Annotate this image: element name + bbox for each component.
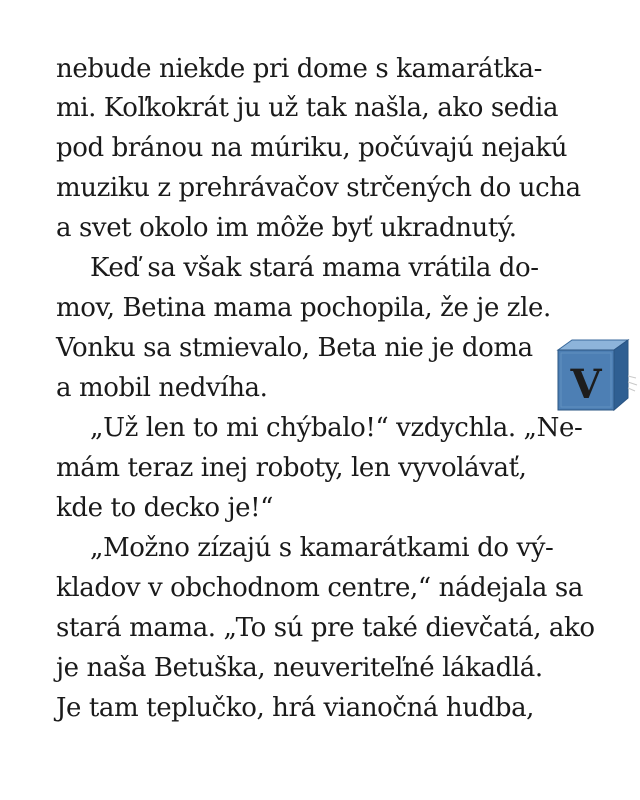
- text-line: a svet okolo im môže byť ukradnutý.: [56, 213, 517, 243]
- text-line: je naša Betuška, neuveriteľné lákadlá.: [56, 653, 543, 683]
- text-line: stará mama. „To sú pre také dievčatá, ako: [56, 613, 595, 643]
- text-line: mov, Betina mama pochopila, že je zle.: [56, 293, 551, 323]
- text-line: Je tam teplučko, hrá vianočná hudba,: [56, 693, 535, 723]
- block-letter: V: [570, 361, 602, 408]
- text-line: a mobil nedvíha.: [56, 373, 268, 403]
- text-line: mám teraz inej roboty, len vyvolávať,: [56, 453, 527, 483]
- text-line: kladov v obchodnom centre,“ nádejala sa: [56, 573, 583, 603]
- text-line: Vonku sa stmievalo, Beta nie je doma: [56, 333, 533, 363]
- text-line: nebude niekde pri dome s kamarátka-: [56, 54, 543, 84]
- text-line: mi. Koľkokrát ju už tak našla, ako sedia: [56, 93, 559, 123]
- text-line: kde to decko je!“: [56, 493, 274, 523]
- text-line: „Možno zízajú s kamarátkami do vý-: [90, 533, 554, 563]
- text-line: pod bránou na múriku, počúvajú nejakú: [56, 133, 568, 163]
- text-line: muziku z prehrávačov strčených do ucha: [56, 173, 581, 203]
- text-line: „Už len to mi chýbalo!“ vzdychla. „Ne-: [90, 413, 583, 443]
- letter-block-icon: [548, 336, 638, 418]
- text-line: Keď sa však stará mama vrátila do-: [90, 253, 539, 283]
